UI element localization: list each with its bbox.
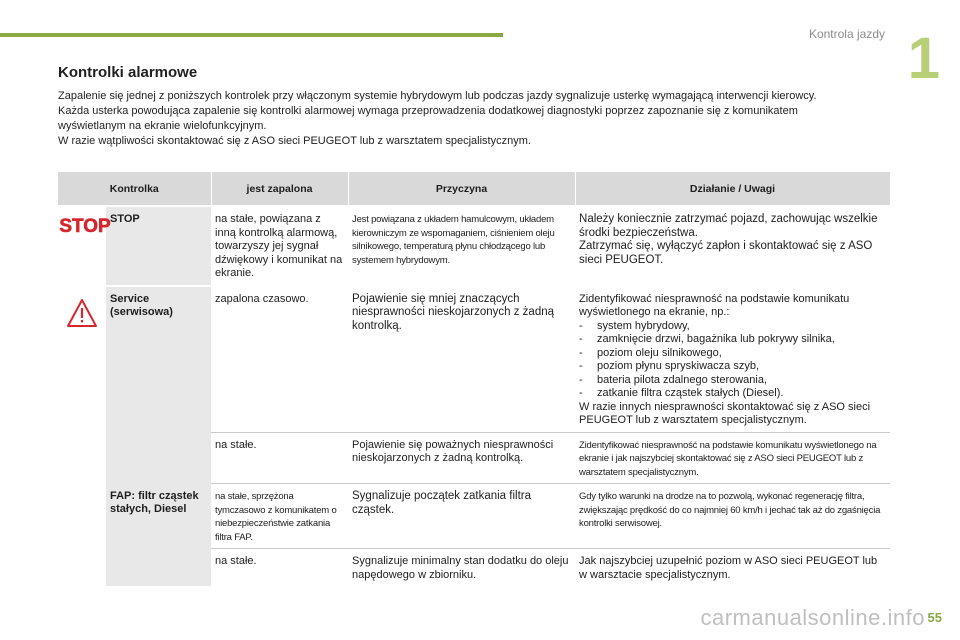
- action-text: Jak najszybciej uzupełnić poziom w ASO sieci PEUGEOT lub w warsztacie specjalistycznym.: [575, 549, 890, 587]
- action-list: [579, 320, 886, 401]
- intro-paragraph: Zapalenie się jednej z poniższych kontrolek przy włączonym systemie hybrydowym lub podczas jazdy sygnalizuje usterkę wymagającą interwencji kierowcy.: [58, 90, 817, 102]
- cause-text: Sygnalizuje początek zatkania filtra cząstek.: [348, 484, 575, 549]
- column-header: Działanie / Uwagi: [575, 172, 890, 206]
- list-item: - poziom oleju silnikowego,: [579, 347, 886, 361]
- page-number: 55: [927, 610, 942, 625]
- table-row: [58, 206, 890, 286]
- stop-icon-cell: [58, 206, 111, 286]
- fap-icon-cell: [58, 484, 106, 587]
- cause-text: Sygnalizuje minimalny stan dodatku do oleju napędowego w zbiorniku.: [348, 549, 575, 587]
- list-item: - poziom płynu spryskiwacza szyb,: [579, 360, 886, 374]
- watermark: carmanualsonline.info: [700, 605, 925, 630]
- action-text: [575, 286, 890, 433]
- lit-condition: na stałe, powiązana z inną kontrolką alarmową, towarzyszy jej sygnał dźwiękowy i komunikat na ekranie.: [211, 206, 348, 286]
- lit-condition: zapalona czasowo.: [211, 286, 348, 433]
- action-intro: Zidentyfikować niesprawność na podstawie komunikatu wyświetlonego na ekranie, np.:: [579, 292, 850, 318]
- action-text: [575, 206, 890, 286]
- intro-paragraph: W razie wątpliwości skontaktować się z ASO sieci PEUGEOT lub z warsztatem specjalistycznym.: [58, 135, 531, 147]
- table-row: [58, 286, 890, 433]
- intro-text: [58, 89, 858, 149]
- service-icon-cell: [58, 286, 106, 484]
- cause-text: Jest powiązana z układem hamulcowym, układem kierowniczym ze wspomaganiem, ciśnieniem oleju silnikowego, temperaturą płynu chłodzącego lub systemem hybrydowym.: [348, 206, 575, 286]
- intro-paragraph: Każda usterka powodująca zapalenie się kontrolki alarmowej wymaga przeprowadzenia dodatkowej diagnostyki poprzez zapoznanie się z komunikatem wyświetlanym na ekranie wielofunkcyjnym.: [58, 105, 798, 132]
- warning-lights-table: [58, 172, 891, 586]
- table-header-row: [58, 172, 890, 206]
- column-header: Przyczyna: [348, 172, 575, 206]
- action-paragraph: Zatrzymać się, wyłączyć zapłon i skontaktować się z ASO sieci PEUGEOT.: [579, 240, 873, 266]
- cause-text: Pojawienie się poważnych niesprawności nieskojarzonych z żadną kontrolką.: [348, 432, 575, 484]
- list-item: - zatkanie filtra cząstek stałych (Diesel).: [579, 387, 886, 401]
- list-item: - system hybrydowy,: [579, 320, 886, 334]
- table-row: [58, 484, 890, 549]
- list-item: - zamknięcie drzwi, bagażnika lub pokrywy silnika,: [579, 333, 886, 347]
- lit-condition: na stałe.: [211, 549, 348, 587]
- cause-text: Pojawienie się mniej znaczących niesprawności nieskojarzonych z żadną kontrolką.: [348, 286, 575, 433]
- chapter-number: 1: [907, 26, 940, 91]
- stop-icon: [59, 215, 111, 237]
- action-paragraph: Należy koniecznie zatrzymać pojazd, zachowując wszelkie środki bezpieczeństwa.: [579, 213, 878, 239]
- column-header: jest zapalona: [211, 172, 348, 206]
- action-text: Zidentyfikować niesprawność na podstawie komunikatu wyświetlonego na ekranie i jak najszybciej skontaktować się z ASO sieci PEUGEOT lub z warsztatem specjalistycznym.: [575, 432, 890, 484]
- svg-text:STOP: STOP: [59, 216, 111, 237]
- warning-triangle-icon: [65, 297, 99, 329]
- lit-condition: na stałe, sprzężona tymczasowo z komunikatem o niebezpieczeństwie zatkania filtra FAP.: [211, 484, 348, 549]
- action-outro: W razie innych niesprawności skontaktować się z ASO sieci PEUGEOT lub z warsztatem specjalistycznym.: [579, 400, 871, 426]
- light-name: FAP: filtr cząstek stałych, Diesel: [106, 484, 211, 587]
- header-accent-bar: [0, 33, 503, 37]
- page-title: Kontrolki alarmowe: [58, 64, 198, 81]
- lit-condition: na stałe.: [211, 432, 348, 484]
- list-item: - bateria pilota zdalnego sterowania,: [579, 374, 886, 388]
- section-label: Kontrola jazdy: [808, 27, 885, 41]
- action-text: Gdy tylko warunki na drodze na to pozwolą, wykonać regenerację filtra, zwiększając prędkość do co najmniej 60 km/h i jechać tak aż do zgaśnięcia kontrolki serwisowej.: [575, 484, 890, 549]
- light-name: Service (serwisowa): [106, 286, 211, 484]
- light-name: STOP: [106, 206, 211, 286]
- column-header: Kontrolka: [58, 172, 211, 206]
